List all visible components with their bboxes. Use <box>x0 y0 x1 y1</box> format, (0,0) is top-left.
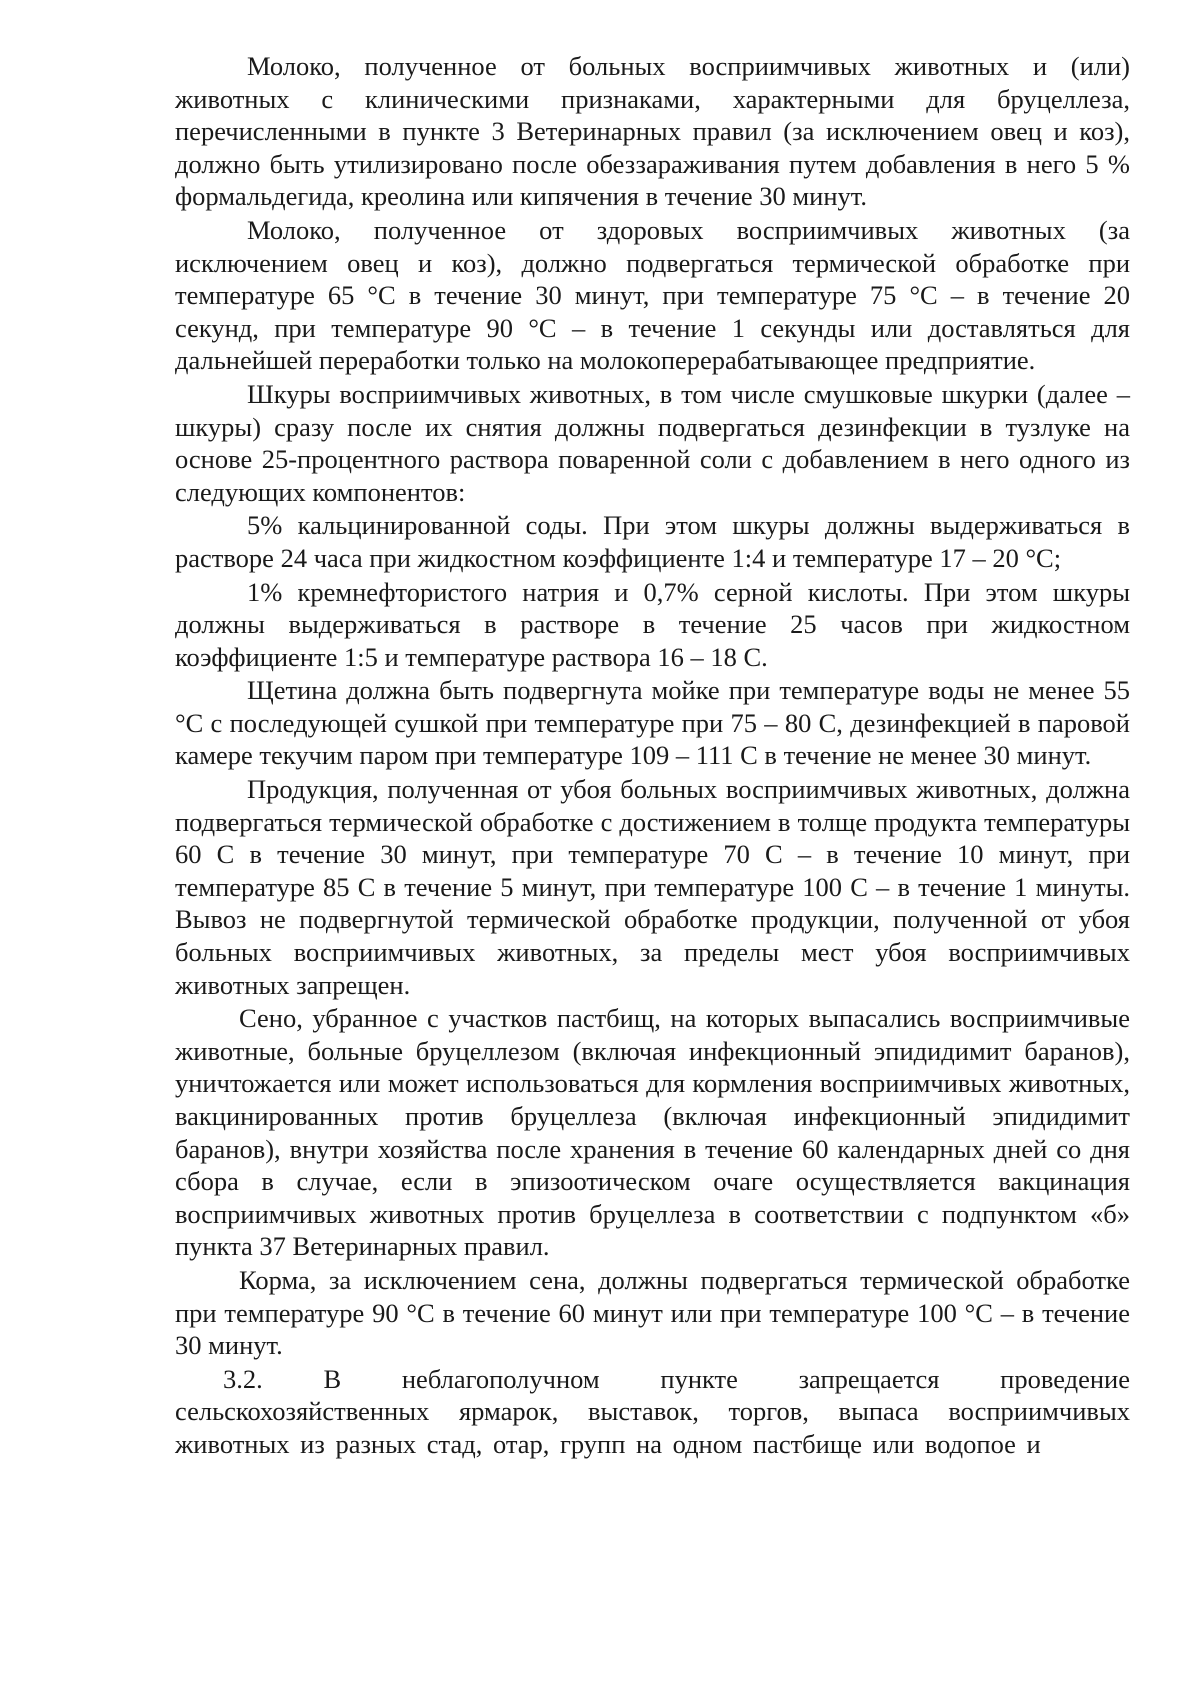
paragraph-milk-healthy: Молоко, полученное от здоровых восприимчивых животных (за исключением овец и коз), должно подвергаться термической обработке при температуре 65 °С в течение 30 минут, при температуре 75 °С – в течение 20 секунд, при температуре 90 °С – в течение 1 секунды или доставляться для дальнейшей переработки только на молокоперерабатывающее предприятие. <box>175 214 1130 376</box>
paragraph-hides: Шкуры восприимчивых животных, в том числе смушковые шкурки (далее – шкуры) сразу после их снятия должны подвергаться дезинфекции в тузлуке на основе 25-процентного раствора поваренной соли с добавлением в него одного из следующих компонентов: <box>175 378 1130 507</box>
paragraph-soda: 5% кальцинированной соды. При этом шкуры должны выдерживаться в растворе 24 часа при жидкостном коэффициенте 1:4 и температуре 17 – 20 °С; <box>175 510 1130 573</box>
paragraph-hay: Сено, убранное с участков пастбищ, на которых выпасались восприимчивые животные, больные бруцеллезом (включая инфекционный эпидидимит баранов), уничтожается или может использоваться для кормления восприимчивых животных, вакцинированных против бруцеллеза (включая инфекционный эпидидимит баранов), внутри хозяйства после хранения в течение 60 календарных дней со дня сбора в случае, если в эпизоотическом очаге осуществляется вакцинация восприимчивых животных против бруцеллеза в соответствии с подпунктом «б» пункта 37 Ветеринарных правил. <box>175 1003 1130 1262</box>
paragraph-slaughter-products: Продукция, полученная от убоя больных восприимчивых животных, должна подвергаться термической обработке с достижением в толще продукта температуры 60 С в течение 30 минут, при температуре 70 С – в течение 10 минут, при температуре 85 С в течение 5 минут, при температуре 100 С – в течение 1 минуты. Вывоз не подвергнутой термической обработке продукции, полученной от убоя больных восприимчивых животных, за пределы мест убоя восприимчивых животных запрещен. <box>175 774 1130 1000</box>
paragraph-bristle: Щетина должна быть подвергнута мойке при температуре воды не менее 55 °С с последующей сушкой при температуре при 75 – 80 С, дезинфекцией в паровой камере текучим паром при температуре 109 – 111 С в течение не менее 30 минут. <box>175 675 1130 771</box>
paragraph-section-3-2: 3.2. В неблагополучном пункте запрещается проведение сельскохозяйственных ярмарок, выставок, торгов, выпаса восприимчивых животных из разных стад, отар, групп на одном пастбище или водопое и <box>175 1363 1130 1459</box>
document-page <box>175 50 1130 1462</box>
paragraph-feed: Корма, за исключением сена, должны подвергаться термической обработке при температуре 90 °С в течение 60 минут или при температуре 100 °С – в течение 30 минут. <box>175 1264 1130 1361</box>
paragraph-milk-sick: Молоко, полученное от больных восприимчивых животных и (или) животных с клиническими признаками, характерными для бруцеллеза, перечисленными в пункте 3 Ветеринарных правил (за исключением овец и коз), должно быть утилизировано после обеззараживания путем добавления в него 5 % формальдегида, креолина или кипячения в течение 30 минут. <box>175 51 1130 212</box>
paragraph-sodium-silicofluoride: 1% кремнефтористого натрия и 0,7% серной кислоты. При этом шкуры должны выдерживаться в растворе в течение 25 часов при жидкостном коэффициенте 1:5 и температуре раствора 16 – 18 С. <box>175 576 1130 672</box>
